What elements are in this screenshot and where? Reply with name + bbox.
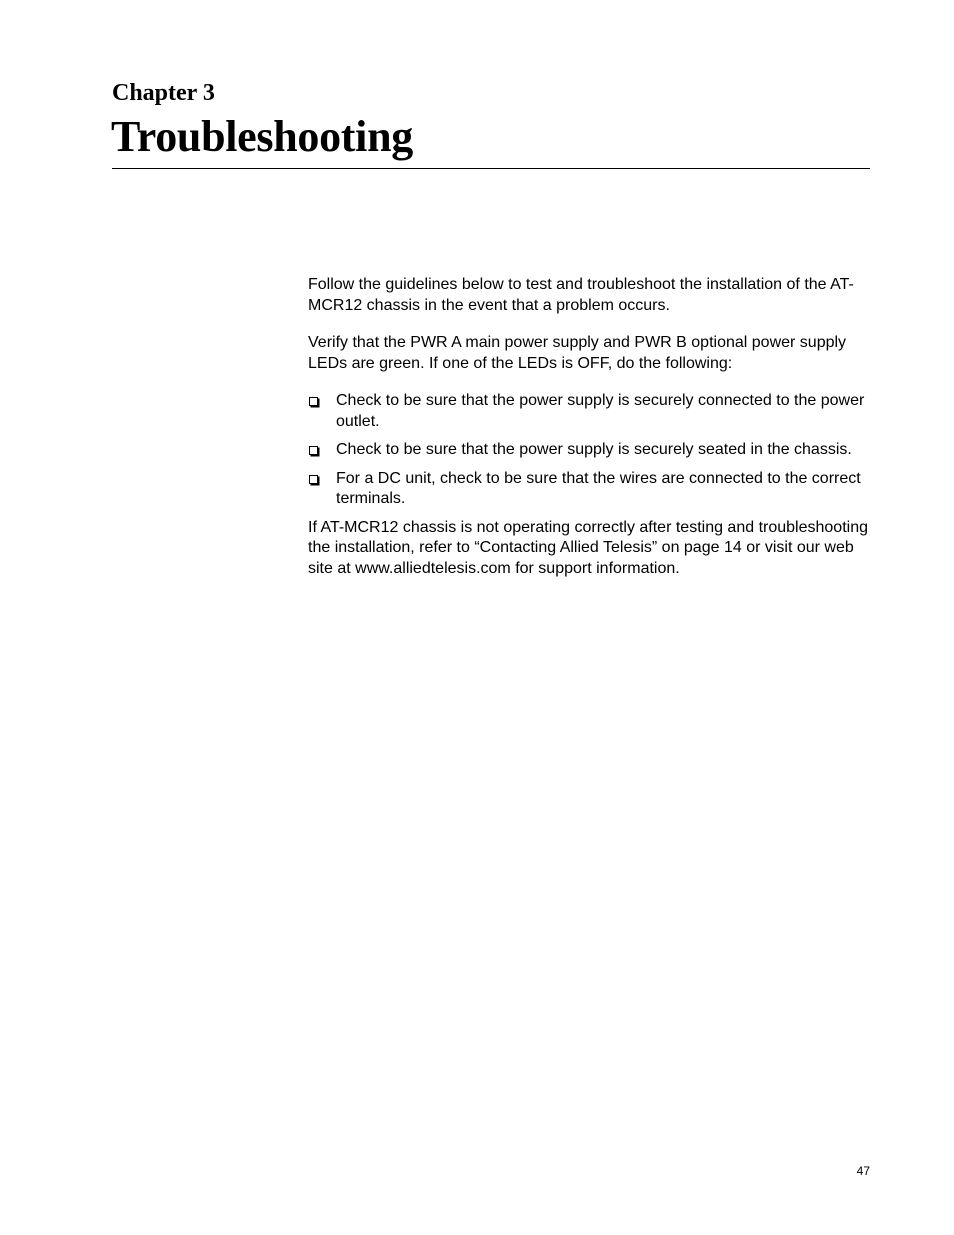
title-divider bbox=[112, 168, 870, 169]
list-item bbox=[308, 391, 870, 432]
closing-paragraph: If AT-MCR12 chassis is not operating correctly after testing and troubleshooting the installation, refer to “Contacting Allied Telesis” on page 14 or visit our web site at www.alliedtelesis.com for support information. bbox=[308, 518, 868, 577]
body-text bbox=[308, 275, 870, 596]
checkbox-bullet-icon bbox=[309, 397, 318, 406]
list-item-text: For a DC unit, check to be sure that the wires are connected to the correct terminals. bbox=[336, 469, 861, 507]
list-item bbox=[308, 469, 870, 510]
list-item-text: Check to be sure that the power supply is securely connected to the power outlet. bbox=[336, 392, 865, 430]
checkbox-bullet-icon bbox=[309, 475, 318, 484]
intro-paragraph: Follow the guidelines below to test and troubleshoot the installation of the AT-MCR12 chassis in the event that a problem occurs. bbox=[308, 276, 854, 314]
list-item-text: Check to be sure that the power supply is securely seated in the chassis. bbox=[336, 441, 852, 458]
chapter-title: Troubleshooting bbox=[111, 112, 413, 161]
checklist bbox=[308, 391, 870, 510]
verify-paragraph: Verify that the PWR A main power supply and PWR B optional power supply LEDs are green. If one of the LEDs is OFF, do the following: bbox=[308, 334, 847, 372]
checkbox-bullet-icon bbox=[309, 446, 318, 455]
list-item bbox=[308, 440, 870, 461]
page-number: 47 bbox=[856, 1164, 870, 1178]
chapter-label: Chapter 3 bbox=[112, 80, 215, 106]
